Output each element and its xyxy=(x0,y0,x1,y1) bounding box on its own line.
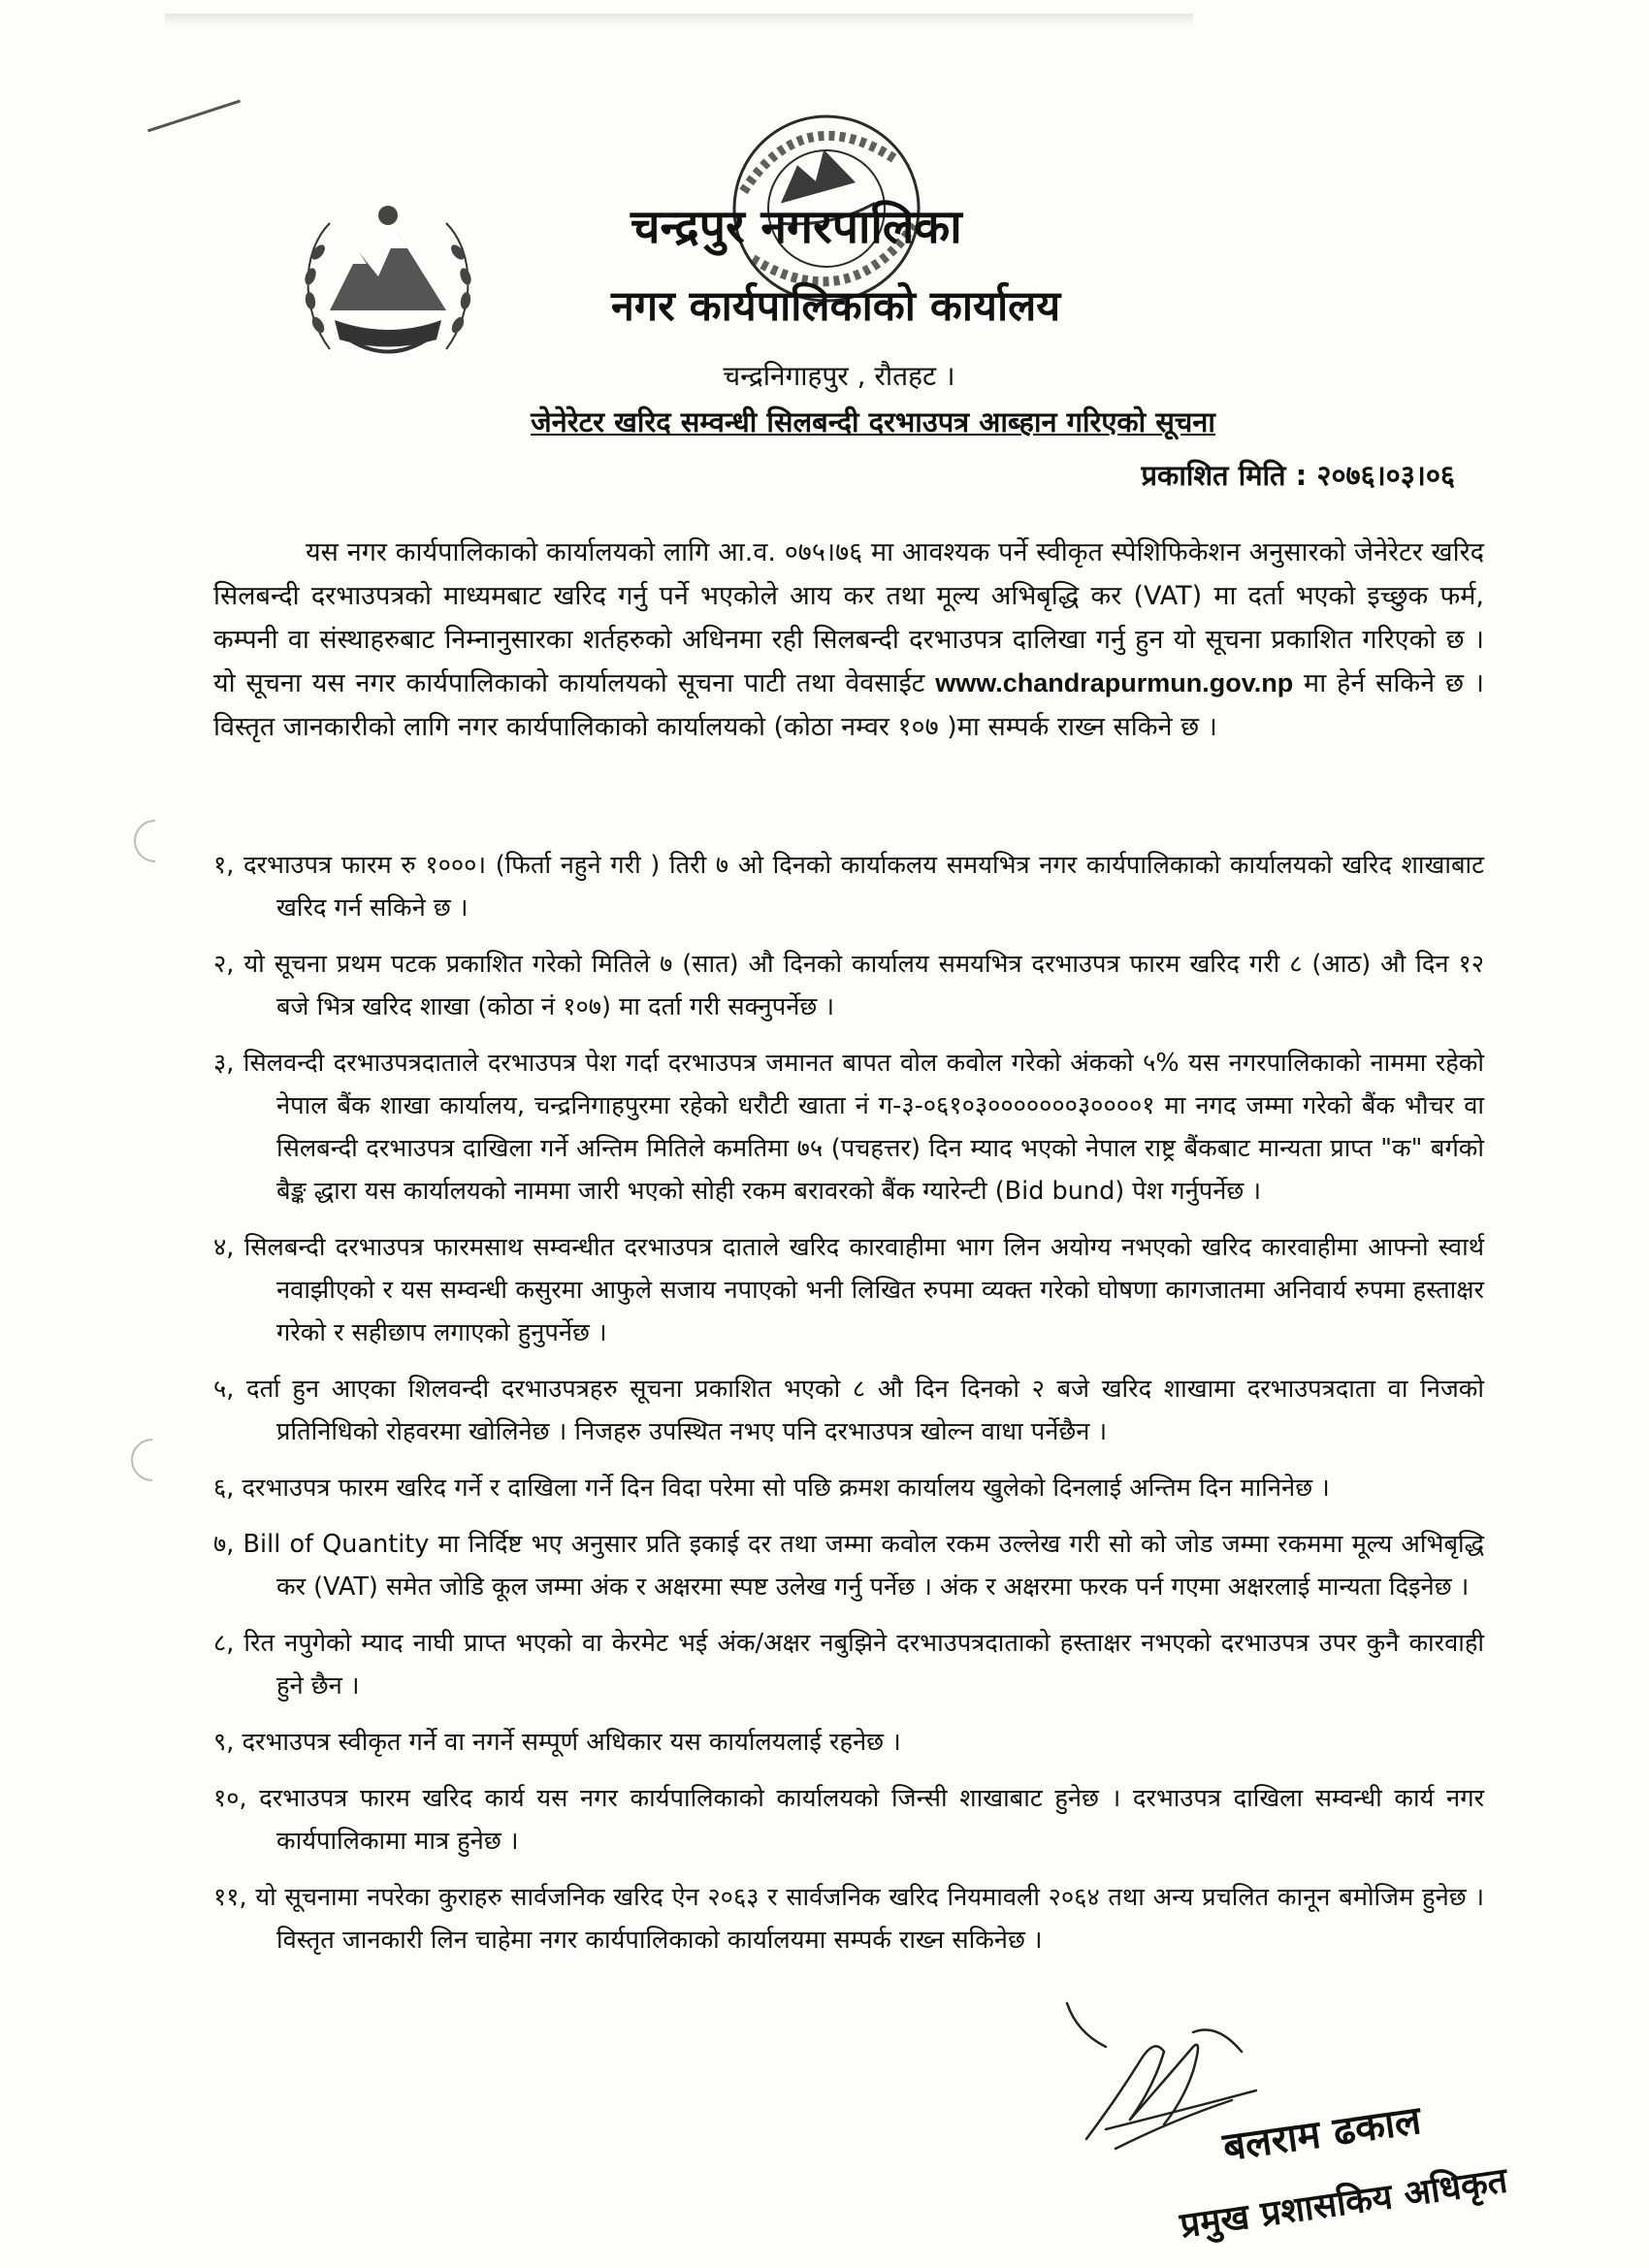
condition-item: ३, सिलवन्दी दरभाउपत्रदाताले दरभाउपत्र पेश गर्दा दरभाउपत्र जमानत बापत वोल कवोल गरेको अंकको ५% यस नगरपालिकाको नाममा रहेको नेपाल बैंक शाखा कार्यालय, चन्द्रनिगाहपुरमा रहेको धरौटी खाता नं ग-३-०६१०३०००००००३००००१ मा नगद जम्मा गरेको बैंक भौचर वा सिलबन्दी दरभाउपत्र दाखिला गर्ने अन्तिम मितिले कमतिमा ७५ (पचहत्तर) दिन म्याद भएको नेपाल राष्ट्र बैंकबाट मान्यता प्राप्त "क" बर्गको बैङ्क द्धारा यस कार्यालयको नाममा जारी भएको सोही रकम बरावरको बैंक ग्यारेन्टी (Bid bund) पेश गर्नुपर्नेछ । xyxy=(213,1049,1484,1206)
condition-item: १०, दरभाउपत्र फारम खरिद कार्य यस नगर कार्यपालिकाको कार्यालयको जिन्सी शाखाबाट हुनेछ । दरभाउपत्र दाखिला सम्वन्धी कार्य नगर कार्यपालिकामा मात्र हुनेछ । xyxy=(213,1784,1484,1856)
office-name: नगर कार्यपालिकाको कार्यालय xyxy=(611,282,1061,331)
nepal-government-emblem-icon xyxy=(291,194,485,373)
signatory-title: प्रमुख प्रशासकिय अधिकृत xyxy=(1178,2160,1510,2247)
conditions-list xyxy=(213,844,1484,1975)
punch-hole-mark xyxy=(122,1430,182,1490)
signatory-name: बलराम ढकाल xyxy=(1220,2097,1424,2171)
punch-hole-mark xyxy=(125,811,185,871)
condition-item: ११, यो सूचनामा नपरेका कुराहरु सार्वजनिक खरिद ऐन २०६३ र सार्वजनिक खरिद नियमावली २०६४ तथा अन्य प्रचलित कानून बमोजिम हुनेछ । विस्तृत जानकारी लिन चाहेमा नगर कार्यपालिकाको कार्यालयमा सम्पर्क राख्न सकिनेछ । xyxy=(213,1883,1484,1955)
intro-text: यस नगर कार्यपालिकाको कार्यालयको लागि आ.व. ०७५।७६ मा आवश्यक पर्ने स्वीकृत स्पेशिफिकेशन अनुसारको जेनेरेटर खरिद सिलबन्दी दरभाउपत्रको माध्यमबाट खरिद गर्नु पर्ने भएकोले आय कर तथा मूल्य अभिबृद्धि कर (VAT) मा दर्ता भएको इच्छुक फर्म, कम्पनी वा संस्थाहरुबाट निम्नानुसारका शर्तहरुको अधिनमा रही सिलबन्दी दरभाउपत्र दालिखा गर्नु हुन यो सूचना प्रकाशित गरिएको छ । यो सूचना यस नगर कार्यपालिकाको कार्यालयको सूचना पाटी तथा वेवसाईट xyxy=(213,537,1484,698)
pen-mark xyxy=(147,100,241,133)
published-date: प्रकाशित मिति : २०७६।०३।०६ xyxy=(1141,459,1455,492)
condition-item: १, दरभाउपत्र फारम रु १०००। (फिर्ता नहुने गरी ) तिरी ७ ओ दिनको कार्याकलय समयभित्र नगर कार्यपालिकाको कार्यालयको खरिद शाखाबाट खरिद गर्न सकिने छ । xyxy=(213,851,1484,923)
intro-text-continued: मा हेर्न सकिने छ । विस्तृत जानकारीको लागि नगर कार्यपालिकाको कार्यालयको (कोठा नम्वर १०७ )मा सम्पर्क राख्न सकिने छ । xyxy=(213,668,1484,742)
organization-name: चन्द्रपुर नगरपालिका xyxy=(630,200,962,254)
condition-item: ५, दर्ता हुन आएका शिलवन्दी दरभाउपत्रहरु सूचना प्रकाशित भएको ८ औ दिन दिनको २ बजे खरिद शाखामा दरभाउपत्रदाता वा निजको प्रतिनिधिको रोहवरमा खोलिनेछ । निजहरु उपस्थित नभए पनि दरभाउपत्र खोल्न वाधा पर्नेछैन । xyxy=(213,1375,1484,1446)
intro-paragraph xyxy=(213,531,1484,749)
condition-item: ६, दरभाउपत्र फारम खरिद गर्ने र दाखिला गर्ने दिन विदा परेमा सो पछि क्रमश कार्यालय खुलेको दिनलाई अन्तिम दिन मानिनेछ । xyxy=(213,1474,1330,1503)
condition-item: ४, सिलबन्दी दरभाउपत्र फारमसाथ सम्वन्धीत दरभाउपत्र दाताले खरिद कारवाहीमा भाग लिन अयोग्य नभएको खरिद कारवाहीमा आफ्नो स्वार्थ नवाझीएको र यस सम्वन्धी कसुरमा आफुले सजाय नपाएको भनी लिखित रुपमा व्यक्त गरेको घोषणा कागजातमा अनिवार्य रुपमा हस्ताक्षर गरेको र सहीछाप लगाएको हुनुपर्नेछ । xyxy=(213,1233,1484,1347)
condition-item: ७, Bill of Quantity मा निर्दिष्ट भए अनुसार प्रति इकाई दर तथा जम्मा कवोल रकम उल्लेख गरी सो को जोड जम्मा रकममा मूल्य अभिबृद्धि कर (VAT) समेत जोडि कूल जम्मा अंक र अक्षरमा स्पष्ट उलेख गर्नु पर्नेछ । अंक र अक्षरमा फरक पर्न गएमा अक्षरलाई मान्यता दिइनेछ । xyxy=(213,1530,1484,1602)
scan-edge-shadow xyxy=(165,14,1193,27)
notice-title: जेनेरेटर खरिद सम्वन्धी सिलबन्दी दरभाउपत्र आब्हान गरिएको सूचना xyxy=(531,405,1215,438)
website-url: www.chandrapurmun.gov.np xyxy=(935,668,1294,697)
condition-item: ९, दरभाउपत्र स्वीकृत गर्ने वा नगर्ने सम्पूर्ण अधिकार यस कार्यालयलाई रहनेछ । xyxy=(213,1728,901,1757)
office-address: चन्द्रनिगाहपुर , रौतहट । xyxy=(723,360,955,392)
condition-item: ८, रित नपुगेको म्याद नाघी प्राप्त भएको वा केरमेट भई अंक/अक्षर नबुझिने दरभाउपत्रदाताको हस्ताक्षर नभएको दरभाउपत्र उपर कुनै कारवाही हुने छैन । xyxy=(213,1629,1484,1701)
condition-item: २, यो सूचना प्रथम पटक प्रकाशित गरेको मितिले ७ (सात) औ दिनको कार्यालय समयभित्र दरभाउपत्र फारम खरिद गरी ८ (आठ) औ दिन १२ बजे भित्र खरिद शाखा (कोठा नं १०७) मा दर्ता गरी सक्नुपर्नेछ । xyxy=(213,950,1484,1021)
